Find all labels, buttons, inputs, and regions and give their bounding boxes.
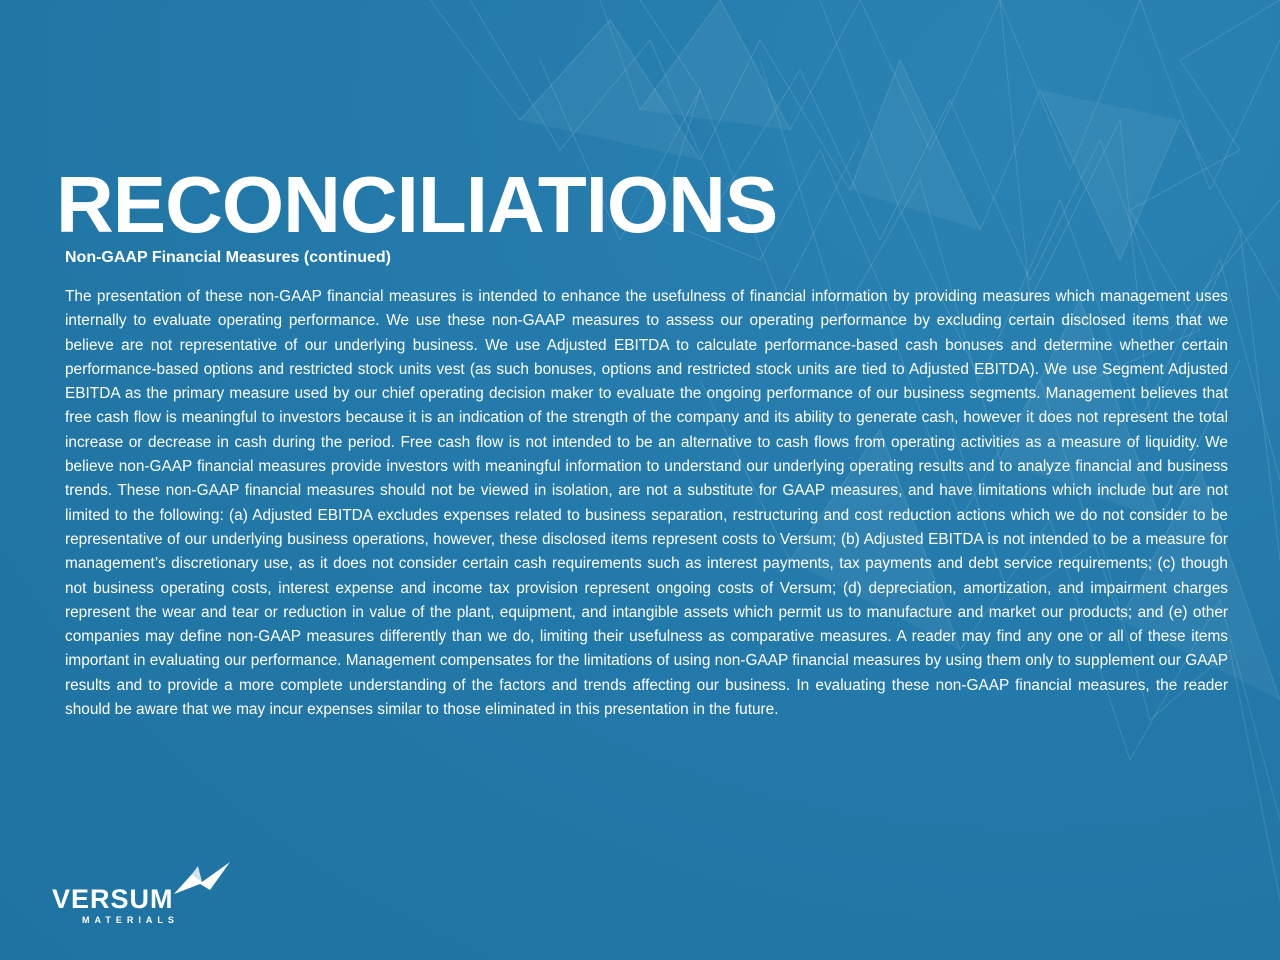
slide-subtitle: Non-GAAP Financial Measures (continued) xyxy=(65,249,391,266)
versum-materials-logo xyxy=(52,860,232,930)
bird-logo-icon xyxy=(172,860,232,896)
logo-subtext: MATERIALS xyxy=(82,915,179,925)
body-paragraph: The presentation of these non-GAAP financial measures is intended to enhance the usefulness of financial information by providing measures which management uses internally to evaluate operating performance. We use these non-GAAP measures to assess our operating performance by excluding certain disclosed items that we believe are not representative of our underlying business. We use Adjusted EBITDA to calculate performance-based cash bonuses and determine whether certain performance-based options and restricted stock units vest (as such bonuses, options and restricted stock units are tied to Adjusted EBITDA). We use Segment Adjusted EBITDA as the primary measure used by our chief operating decision maker to evaluate the ongoing performance of our business segments. Management believes that free cash flow is meaningful to investors because it is an indication of the strength of the company and its ability to generate cash, however it does not represent the total increase or decrease in cash during the period. Free cash flow is not intended to be an alternative to cash flows from operating activities as a measure of liquidity. We believe non-GAAP financial measures provide investors with meaningful information to understand our underlying operating results and to analyze financial and business trends. These non-GAAP financial measures should not be viewed in isolation, are not a substitute for GAAP measures, and have limitations which include but are not limited to the following: (a) Adjusted EBITDA excludes expenses related to business separation, restructuring and cost reduction actions which we do not consider to be representative of our underlying business operations, however, these disclosed items represent costs to Versum; (b) Adjusted EBITDA is not intended to be a measure for management’s discretionary use, as it does not consider certain cash requirements such as interest payments, tax payments and debt service requirements; (c) though not business operating costs, interest expense and income tax provision represent ongoing costs of Versum; (d) depreciation, amortization, and impairment charges represent the wear and tear or reduction in value of the plant, equipment, and intangible assets which permit us to manufacture and market our products; and (e) other companies may define non-GAAP measures differently than we do, limiting their usefulness as comparative measures. A reader may find any one or all of these items important in evaluating our performance. Management compensates for the limitations of using non-GAAP financial measures by using them only to supplement our GAAP results and to provide a more complete understanding of the factors and trends affecting our business. In evaluating these non-GAAP financial measures, the reader should be aware that we may incur expenses similar to those eliminated in this presentation in the future. xyxy=(65,288,1228,719)
logo-wordmark: VERSUM xyxy=(52,884,174,914)
slide-title: RECONCILIATIONS xyxy=(56,160,778,249)
